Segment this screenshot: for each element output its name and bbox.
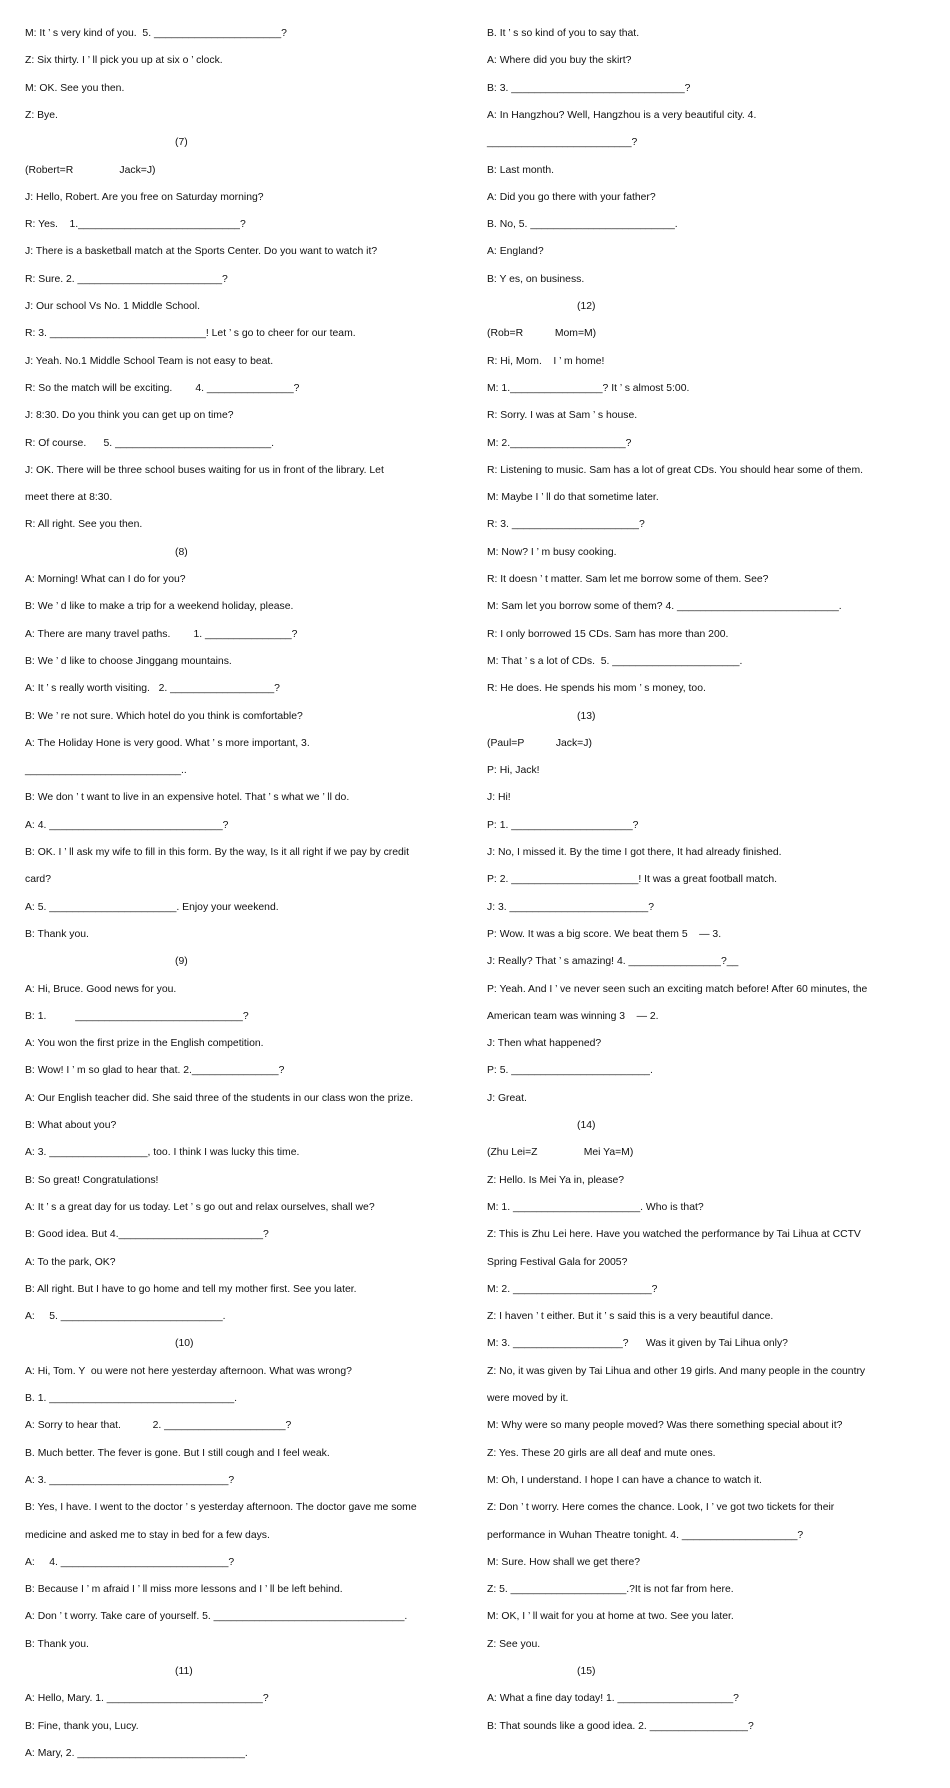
- dialogue-line: A: Hi, Bruce. Good news for you.: [25, 983, 177, 995]
- dialogue-line: Z: This is Zhu Lei here. Have you watched the performance by Tai Lihua at CCTV: [487, 1229, 861, 1241]
- dialogue-line: A: 3. _______________________________?: [25, 1474, 235, 1486]
- dialogue-line: B: Wow! I ’ m so glad to hear that. 2._______________?: [25, 1065, 285, 1077]
- dialogue-line: P: 5. ________________________.: [487, 1065, 653, 1077]
- dialogue-line: P: Wow. It was a big score. We beat them 5 — 3.: [487, 928, 722, 940]
- section-heading: (15): [577, 1666, 596, 1677]
- dialogue-line: M: Why were so many people moved? Was there something special about it?: [487, 1420, 843, 1432]
- dialogue-line: J: Great.: [487, 1092, 527, 1104]
- dialogue-line: R: Listening to music. Sam has a lot of great CDs. You should hear some of them.: [487, 464, 863, 476]
- dialogue-line: J: OK. There will be three school buses waiting for us in front of the library. Let: [25, 464, 384, 476]
- dialogue-line: J: 3. ________________________?: [487, 901, 654, 913]
- dialogue-line: Spring Festival Gala for 2005?: [487, 1256, 628, 1268]
- dialogue-line: Z: Yes. These 20 girls are all deaf and mute ones.: [487, 1447, 716, 1459]
- dialogue-line: M: Sure. How shall we get there?: [487, 1556, 641, 1568]
- dialogue-line: American team was winning 3 — 2.: [487, 1010, 659, 1022]
- dialogue-line: M: 2.____________________?: [487, 437, 632, 449]
- dialogue-line: B: Last month.: [487, 164, 554, 176]
- dialogue-line: A: 3. _________________, too. I think I was lucky this time.: [25, 1147, 300, 1159]
- dialogue-line: J: Hi!: [487, 792, 511, 804]
- section-heading: (8): [175, 546, 188, 558]
- dialogue-line: P: Hi, Jack!: [487, 765, 540, 777]
- dialogue-line: A: Sorry to hear that. 2. _____________________?: [25, 1420, 292, 1432]
- dialogue-line: B: Thank you.: [25, 1638, 89, 1650]
- dialogue-line: J: No, I missed it. By the time I got there, It had already finished.: [487, 847, 782, 858]
- section-heading: (9): [175, 956, 188, 968]
- dialogue-line: J: Then what happened?: [487, 1038, 602, 1050]
- dialogue-line: B: We ’ d like to choose Jinggang mountains.: [25, 655, 232, 667]
- dialogue-line: B: We don ’ t want to live in an expensive hotel. That ’ s what we ’ ll do.: [25, 792, 350, 804]
- dialogue-line: A: It ’ s a great day for us today. Let ’ s go out and relax ourselves, shall we?: [25, 1201, 375, 1213]
- dialogue-line: R: Yes. 1.____________________________?: [25, 219, 246, 231]
- dialogue-line: B: 1. _____________________________?: [25, 1010, 249, 1022]
- dialogue-line: M: OK, I ’ ll wait for you at home at two. See you later.: [487, 1611, 734, 1623]
- dialogue-line: J: Hello, Robert. Are you free on Saturday morning?: [25, 191, 264, 203]
- dialogue-line: A: What a fine day today! 1. ____________________?: [487, 1693, 739, 1705]
- dialogue-line: A: Hello, Mary. 1. ___________________________?: [25, 1693, 269, 1705]
- dialogue-line: R: 3. ___________________________! Let ’ s go to cheer for our team.: [25, 328, 356, 340]
- dialogue-line: M: OK. See you then.: [25, 82, 125, 94]
- dialogue-line: M: That ’ s a lot of CDs. 5. ______________________.: [487, 655, 743, 667]
- dialogue-line: A: To the park, OK?: [25, 1256, 116, 1268]
- dialogue-line: M: Maybe I ’ ll do that sometime later.: [487, 492, 659, 504]
- dialogue-line: A: You won the first prize in the English competition.: [25, 1038, 264, 1050]
- dialogue-line: A: 5. ____________________________.: [25, 1311, 226, 1323]
- section-heading: (7): [175, 137, 188, 149]
- dialogue-line: R: I only borrowed 15 CDs. Sam has more than 200.: [487, 628, 729, 640]
- section-heading: (13): [577, 710, 596, 722]
- dialogue-line: M: 1.________________? It ’ s almost 5:00.: [487, 382, 690, 394]
- dialogue-line: B: Fine, thank you, Lucy.: [25, 1720, 139, 1732]
- dialogue-line: B: We ’ d like to make a trip for a weekend holiday, please.: [25, 601, 294, 613]
- dialogue-line: (Paul=P Jack=J): [487, 737, 592, 749]
- dialogue-line: B: Thank you.: [25, 928, 89, 940]
- dialogue-line: B: 3. ______________________________?: [487, 82, 691, 94]
- dialogue-line: A: It ’ s really worth visiting. 2. __________________?: [25, 683, 280, 695]
- dialogue-line: Z: Don ’ t worry. Here comes the chance. Look, I ’ ve got two tickets for their: [487, 1502, 835, 1514]
- dialogue-line: P: 2. ______________________! It was a great football match.: [487, 874, 777, 886]
- dialogue-line: A: Our English teacher did. She said three of the students in our class won the prize.: [25, 1092, 414, 1104]
- dialogue-line: A: Mary, 2. _____________________________.: [25, 1747, 248, 1759]
- section-heading: (12): [577, 301, 596, 312]
- dialogue-line: B: Y es, on business.: [487, 273, 585, 285]
- dialogue-line: B: OK. I ’ ll ask my wife to fill in this form. By the way, Is it all right if we pay by credit: [25, 847, 409, 858]
- dialogue-line: M: Now? I ’ m busy cooking.: [487, 546, 617, 558]
- dialogue-line: A: There are many travel paths. 1. _______________?: [25, 628, 298, 640]
- dialogue-line: ___________________________..: [25, 765, 187, 777]
- dialogue-line: J: Yeah. No.1 Middle School Team is not easy to beat.: [25, 355, 274, 367]
- dialogue-line: B: That sounds like a good idea. 2. _________________?: [487, 1720, 754, 1732]
- dialogue-line: card?: [25, 874, 51, 886]
- dialogue-line: M: 3. ___________________? Was it given by Tai Lihua only?: [487, 1338, 788, 1350]
- dialogue-line: A: Morning! What can I do for you?: [25, 574, 186, 585]
- dialogue-line: M: Sam let you borrow some of them? 4. ____________________________.: [487, 601, 842, 613]
- dialogue-line: B. No, 5. _________________________.: [487, 219, 678, 231]
- dialogue-line: J: 8:30. Do you think you can get up on time?: [25, 410, 234, 422]
- dialogue-line: P: Yeah. And I ’ ve never seen such an exciting match before! After 60 minutes, the: [487, 983, 868, 995]
- dialogue-line: A: 4. _____________________________?: [25, 1556, 235, 1568]
- dialogue-line: A: The Holiday Hone is very good. What ’ s more important, 3.: [25, 737, 310, 749]
- dialogue-line: M: It ’ s very kind of you. 5. ______________________?: [25, 28, 287, 39]
- dialogue-line: B: We ’ re not sure. Which hotel do you think is comfortable?: [25, 710, 303, 722]
- dialogue-line: A: Don ’ t worry. Take care of yourself. 5. _________________________________.: [25, 1611, 408, 1623]
- dialogue-line: B: What about you?: [25, 1120, 117, 1131]
- dialogue-line: A: Did you go there with your father?: [487, 191, 656, 203]
- dialogue-line: A: In Hangzhou? Well, Hangzhou is a very beautiful city. 4.: [487, 109, 757, 121]
- dialogue-line: M: Oh, I understand. I hope I can have a chance to watch it.: [487, 1474, 762, 1486]
- dialogue-line: A: Hi, Tom. Y ou were not here yesterday afternoon. What was wrong?: [25, 1365, 352, 1377]
- dialogue-line: R: Hi, Mom. I ’ m home!: [487, 355, 605, 367]
- dialogue-line: Z: 5. ____________________.?It is not far from here.: [487, 1584, 734, 1596]
- section-heading: (14): [577, 1120, 596, 1131]
- dialogue-line: were moved by it.: [487, 1393, 569, 1404]
- dialogue-line: Z: See you.: [487, 1638, 541, 1650]
- dialogue-line: Z: Six thirty. I ’ ll pick you up at six o ’ clock.: [25, 55, 223, 67]
- dialogue-line: R: It doesn ’ t matter. Sam let me borrow some of them. See?: [487, 574, 769, 585]
- dialogue-line: (Zhu Lei=Z Mei Ya=M): [487, 1147, 634, 1159]
- dialogue-line: medicine and asked me to stay in bed for a few days.: [25, 1529, 270, 1541]
- dialogue-line: B. 1. ________________________________.: [25, 1393, 238, 1404]
- dialogue-line: meet there at 8:30.: [25, 492, 113, 504]
- dialogue-line: B: Because I ’ m afraid I ’ ll miss more lessons and I ’ ll be left behind.: [25, 1584, 343, 1596]
- dialogue-line: B: Yes, I have. I went to the doctor ’ s yesterday afternoon. The doctor gave me some: [25, 1502, 417, 1514]
- dialogue-line: Z: Bye.: [25, 109, 58, 121]
- section-heading: (10): [175, 1338, 194, 1350]
- dialogue-line: J: Our school Vs No. 1 Middle School.: [25, 301, 200, 312]
- dialogue-line: R: Sure. 2. _________________________?: [25, 273, 228, 285]
- dialogue-line: R: 3. ______________________?: [487, 519, 645, 531]
- dialogue-line: B: So great! Congratulations!: [25, 1174, 159, 1186]
- dialogue-line: _________________________?: [487, 137, 638, 149]
- dialogue-line: B: Good idea. But 4._________________________?: [25, 1229, 269, 1241]
- dialogue-line: A: Where did you buy the skirt?: [487, 55, 632, 67]
- dialogue-line: A: 5. ______________________. Enjoy your weekend.: [25, 901, 279, 913]
- section-heading: (11): [175, 1666, 193, 1677]
- dialogue-line: R: Sorry. I was at Sam ’ s house.: [487, 410, 638, 422]
- dialogue-line: (Robert=R Jack=J): [25, 164, 156, 176]
- dialogue-line: performance in Wuhan Theatre tonight. 4. ____________________?: [487, 1529, 804, 1541]
- dialogue-line: J: There is a basketball match at the Sports Center. Do you want to watch it?: [25, 246, 378, 258]
- dialogue-line: A: England?: [487, 246, 544, 258]
- dialogue-line: R: So the match will be exciting. 4. _______________?: [25, 382, 300, 394]
- dialogue-line: B. It ’ s so kind of you to say that.: [487, 28, 640, 39]
- dialogue-line: Z: Hello. Is Mei Ya in, please?: [487, 1174, 625, 1186]
- dialogue-line: P: 1. _____________________?: [487, 819, 639, 831]
- dialogue-line: M: 1. ______________________. Who is that?: [487, 1201, 704, 1213]
- dialogue-line: R: All right. See you then.: [25, 519, 143, 531]
- dialogue-line: A: 4. ______________________________?: [25, 819, 229, 831]
- dialogue-line: B. Much better. The fever is gone. But I still cough and I feel weak.: [25, 1447, 330, 1459]
- dialogue-line: R: Of course. 5. ___________________________.: [25, 437, 274, 449]
- dialogue-line: Z: I haven ’ t either. But it ’ s said this is a very beautiful dance.: [487, 1311, 774, 1323]
- dialogue-line: J: Really? That ’ s amazing! 4. ________________?__: [487, 956, 739, 968]
- dialogue-line: M: 2. ________________________?: [487, 1283, 658, 1295]
- dialogue-line: R: He does. He spends his mom ’ s money, too.: [487, 683, 706, 695]
- dialogue-line: (Rob=R Mom=M): [487, 328, 597, 340]
- dialogue-line: B: All right. But I have to go home and tell my mother first. See you later.: [25, 1283, 357, 1295]
- dialogue-line: Z: No, it was given by Tai Lihua and other 19 girls. And many people in the country: [487, 1365, 866, 1377]
